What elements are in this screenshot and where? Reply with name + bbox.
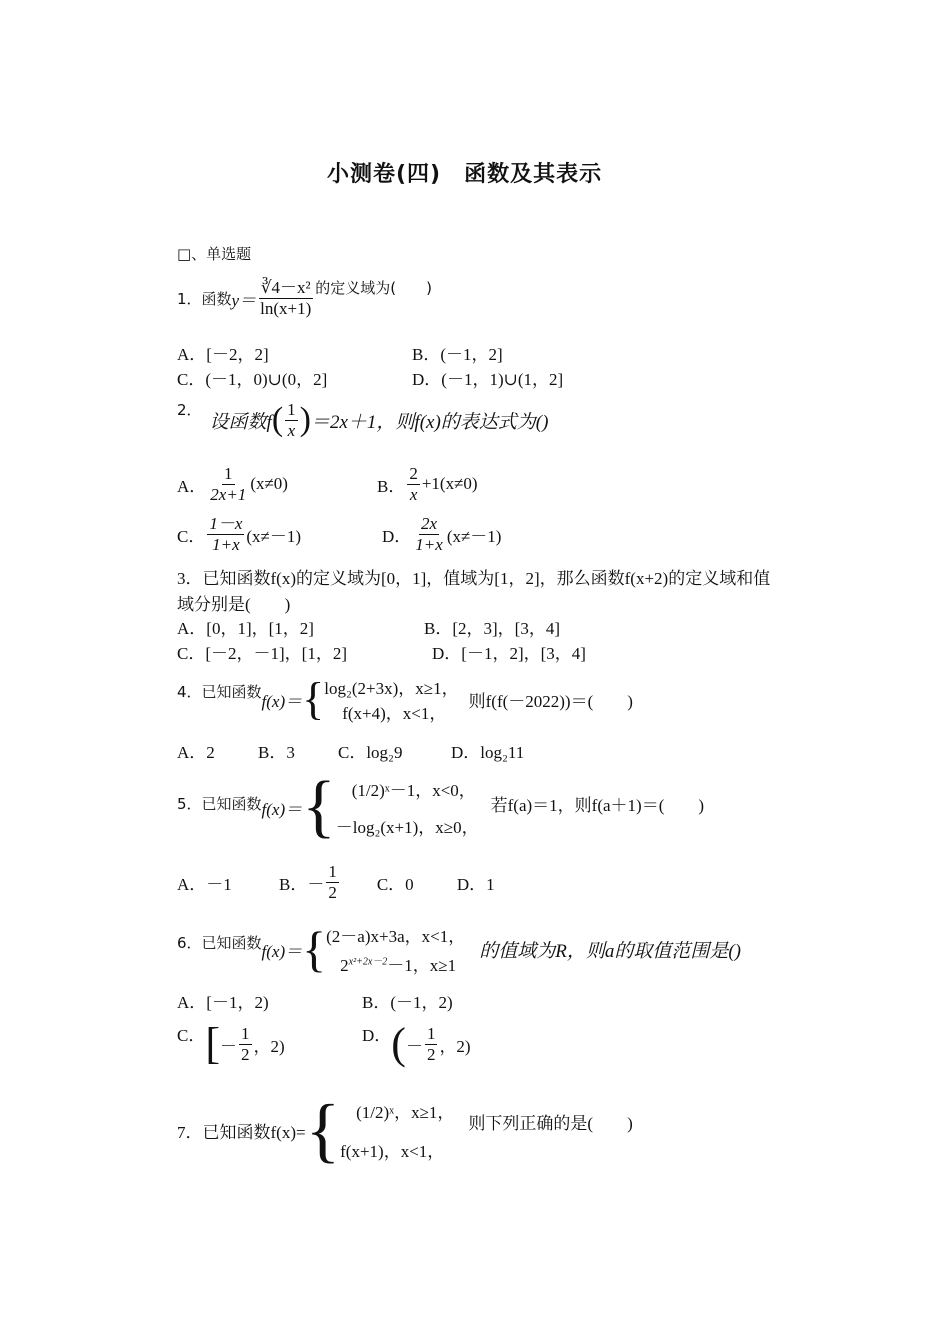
q5-cases — [336, 776, 479, 838]
q6-option-b: B．(－1，2) — [362, 993, 453, 1012]
q5-option-b-frac — [326, 862, 339, 902]
q6-d-paren: ( — [391, 1019, 406, 1068]
q6-case-2 — [340, 951, 465, 976]
q2-d-num: 2x — [421, 514, 438, 533]
q6-c-num: 1 — [241, 1023, 250, 1043]
q3-option-b: B．[2，3]，[3，4] — [424, 619, 560, 638]
q7-case-1: (1/2)ˣ，x≥1， — [356, 1103, 455, 1122]
q5-b-den: 2 — [328, 882, 337, 902]
q2-frac-den: x — [287, 420, 296, 440]
q1-numerator: ∛4－x² — [260, 278, 311, 297]
q6-c-frac — [239, 1024, 252, 1064]
q6-d-num: 1 — [426, 1023, 436, 1043]
q1-option-a: A．[－2，2] — [177, 345, 269, 364]
q1-function: y＝ — [231, 290, 257, 310]
q6-c-den: 2 — [241, 1044, 250, 1064]
q6-option-c — [177, 1019, 285, 1068]
q7-brace: { — [305, 1090, 341, 1170]
q2-c-den: 1+x — [212, 534, 240, 554]
q2-number: 2． — [177, 400, 202, 419]
q2-frac-num: 1 — [287, 400, 296, 419]
q4-case-1: log₂(2+3x)，x≥1， — [324, 679, 459, 698]
q6-option-d — [362, 1019, 471, 1068]
question-7 — [177, 1090, 633, 1170]
q2-a-num: 1 — [224, 464, 233, 483]
q2-option-d — [382, 514, 501, 554]
q2-b-cond: +1(x≠0) — [421, 474, 478, 494]
q6-function: f(x)＝ — [261, 941, 303, 961]
q2-right-paren: ) — [299, 401, 311, 439]
q7-case-2: f(x+1)，x<1， — [340, 1142, 445, 1161]
q6-c-label: C． — [177, 1025, 206, 1045]
q5-case-1: (1/2)ˣ－1，x<0， — [351, 781, 476, 800]
q2-d-den: 1+x — [415, 534, 443, 554]
q6-stem-suffix: 的值域为R，则a的取值范围是() — [479, 940, 741, 962]
q5-options — [177, 862, 495, 902]
q5-function: f(x)＝ — [261, 799, 303, 819]
q6-d-frac — [425, 1024, 438, 1064]
question-6 — [177, 922, 741, 976]
q4-cases — [324, 674, 458, 724]
q3-option-c: C．[－2，－1]，[1，2] — [177, 644, 347, 663]
q2-c-label: C． — [177, 526, 206, 546]
q4-option-d: D．log₂11 — [451, 743, 525, 762]
q5-b-num: 1 — [328, 862, 337, 881]
q6-brace: { — [302, 921, 327, 977]
q2-option-b — [377, 464, 478, 504]
q1-fraction — [258, 278, 313, 318]
q2-stem-b: ＝2x＋1，则f(x)的表达式为() — [310, 411, 549, 433]
q1-stem-prefix: 1．函数 — [177, 289, 232, 308]
q6-stem-prefix: 6．已知函数 — [177, 933, 262, 952]
q1-option-d: D．(－1，1)∪(1，2] — [412, 370, 564, 389]
q2-b-num: 2 — [409, 464, 418, 483]
q6-option-a: A．[－1，2) — [177, 993, 269, 1012]
q6-cases — [326, 922, 465, 976]
q1-stem-suffix: 的定义域为( ) — [315, 278, 432, 297]
q6-c-bracket: [ — [205, 1019, 220, 1068]
q4-option-b: B．3 — [258, 743, 295, 762]
q6-d-post: ，2) — [439, 1036, 471, 1056]
q5-stem-prefix: 5．已知函数 — [177, 794, 262, 813]
q3-option-a: A．[0，1]，[1，2] — [177, 619, 314, 638]
q2-c-cond: (x≠－1) — [246, 526, 302, 546]
q2-left-paren: ( — [271, 401, 284, 439]
q7-cases — [340, 1098, 454, 1162]
q2-b-label: B． — [377, 476, 406, 496]
q5-brace: { — [302, 768, 336, 845]
q5-option-d: D．1 — [456, 874, 495, 894]
q4-option-a: A．2 — [177, 743, 215, 762]
q5-stem-suffix: 若f(a)＝1，则f(a＋1)＝( ) — [490, 795, 705, 815]
page-title: 小测卷(四) 函数及其表示 — [327, 162, 603, 187]
q5-case-2: －log₂(x+1)，x≥0， — [335, 818, 479, 837]
q2-stem-a: 设函数f — [209, 411, 272, 433]
q2-a-cond: (x≠0) — [250, 474, 288, 494]
q4-option-c: C．log₂9 — [338, 743, 403, 762]
q6-c-post: ，2) — [253, 1036, 285, 1056]
q3-option-d: D．[－1，2]，[3，4] — [432, 644, 586, 663]
q7-stem-prefix: 7．已知函数f(x)= — [177, 1122, 306, 1142]
q4-stem-prefix: 4．已知函数 — [177, 682, 262, 701]
question-5 — [177, 768, 705, 845]
q6-d-pre: － — [405, 1036, 423, 1056]
q7-stem-suffix: 则下列正确的是( ) — [468, 1113, 633, 1133]
q2-d-cond: (x≠－1) — [446, 526, 502, 546]
question-4 — [177, 674, 633, 724]
q2-a-den: 2x+1 — [210, 484, 247, 504]
q6-d-label: D． — [362, 1025, 392, 1045]
q5-option-c: C．0 — [376, 874, 414, 894]
q6-d-den: 2 — [426, 1044, 436, 1064]
q3-line-2: 域分别是( ) — [177, 595, 291, 614]
q3-line-1: 3．已知函数f(x)的定义域为[0，1]，值域为[1，2]，那么函数f(x+2)的定义域和值 — [177, 569, 771, 588]
q4-brace: { — [302, 673, 325, 724]
q2-option-a — [177, 464, 288, 504]
question-2 — [177, 400, 548, 440]
q5-option-b-label: B．－ — [279, 874, 325, 894]
q2-fraction — [285, 400, 298, 440]
section-heading: □、单选题 — [177, 245, 252, 263]
q2-b-den: x — [409, 484, 418, 504]
q1-option-c: C．(－1，0)∪(0，2] — [177, 370, 328, 389]
q1-option-b: B．(－1，2] — [412, 345, 503, 364]
q4-stem-suffix: 则f(f(－2022))＝( ) — [468, 691, 633, 711]
q6-case-2-base: 2 — [340, 956, 349, 975]
q6-case-2-rest: －1，x≥1 — [387, 956, 457, 975]
q2-d-label: D． — [382, 526, 412, 546]
q6-case-1: (2－a)x+3a，x<1， — [326, 927, 466, 946]
question-1 — [177, 278, 432, 318]
q4-case-2: f(x+4)，x<1， — [342, 704, 447, 723]
q1-denominator: ln(x+1) — [260, 298, 312, 318]
q2-option-c — [177, 514, 301, 554]
q6-case-2-exp: x²+2x－2 — [348, 956, 388, 968]
q2-c-num: 1－x — [209, 514, 243, 533]
q2-a-label: A． — [177, 476, 207, 496]
q4-function: f(x)＝ — [261, 691, 303, 711]
q6-c-pre: － — [220, 1036, 237, 1056]
q5-option-a: A．－1 — [177, 874, 232, 894]
